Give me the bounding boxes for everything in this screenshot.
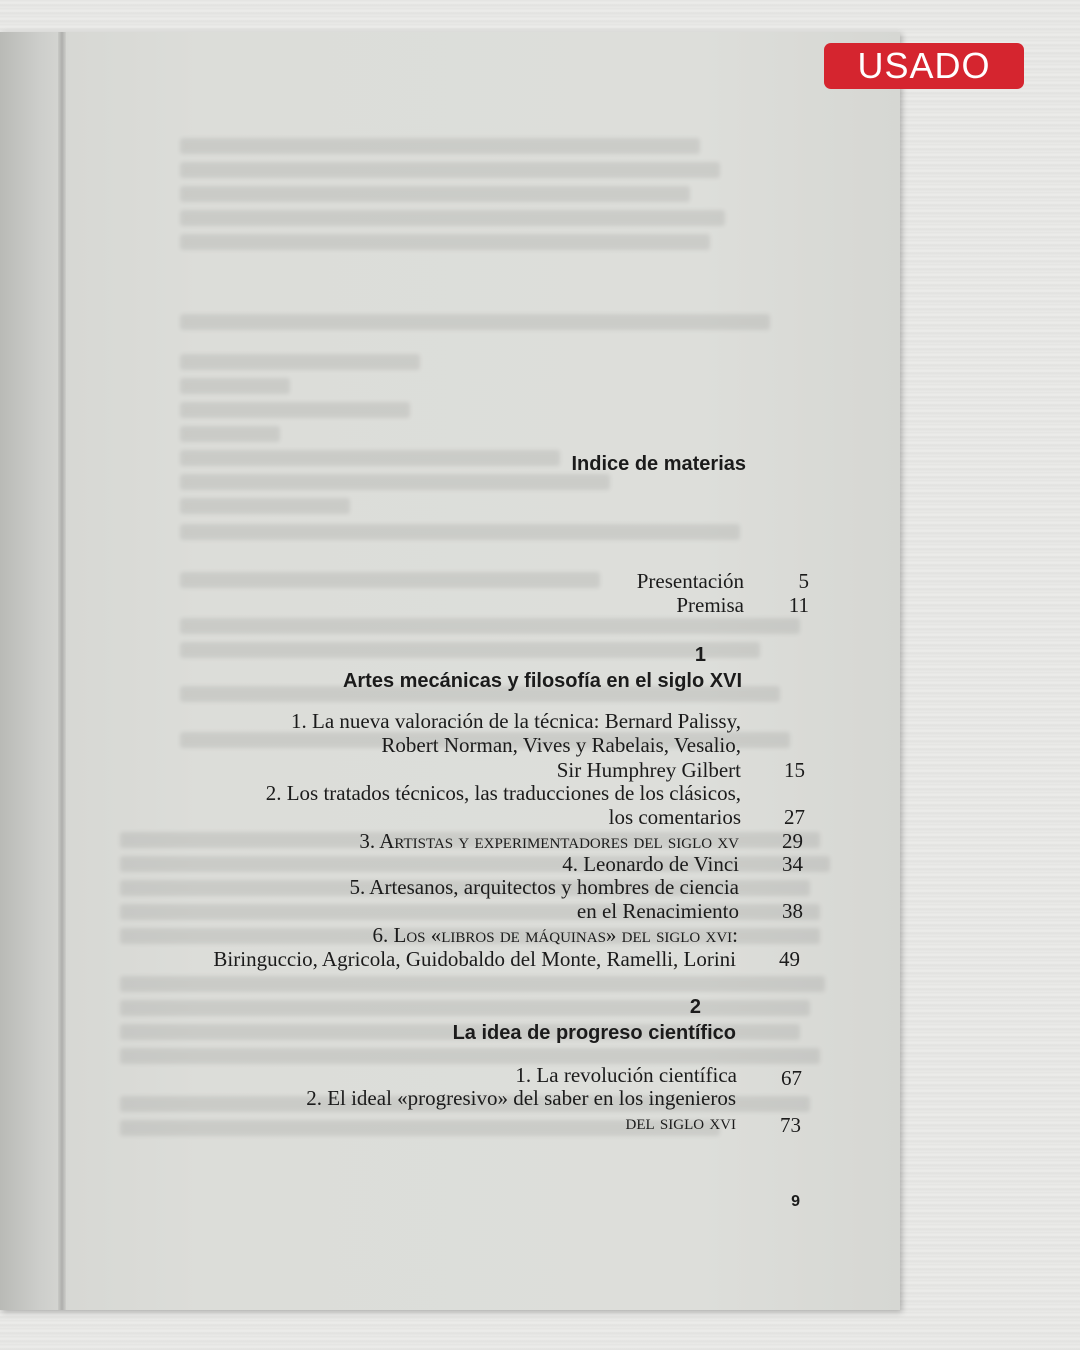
used-badge: USADO (824, 43, 1024, 89)
toc-page-1-5: 38 (782, 899, 803, 923)
chapter-1-number: 1 (694, 644, 706, 666)
toc-page-1-6: 49 (779, 947, 800, 971)
toc-page-2-2: 73 (780, 1113, 801, 1137)
toc-entry-1-1-line-1: 1. La nueva valoración de la técnica: Bernard Palissy, (291, 709, 741, 733)
toc-entry-1-4: 4. Leonardo de Vinci (562, 852, 739, 876)
chapter-2-number: 2 (689, 996, 701, 1018)
toc-page-presentacion: 5 (798, 569, 809, 593)
toc-entry-2-1: 1. La revolución científica (515, 1063, 737, 1087)
toc-page-1-4: 34 (782, 852, 803, 876)
toc-page-1-1: 15 (784, 758, 805, 782)
chapter-1-title: Artes mecánicas y filosofía en el siglo XVI (342, 670, 742, 692)
toc-entry-1-1-line-3: Sir Humphrey Gilbert (556, 758, 741, 782)
book-spine-shadow (58, 32, 66, 1310)
toc-page-1-2: 27 (784, 805, 805, 829)
page-number: 9 (791, 1193, 800, 1210)
toc-entry-1-6-line-1: 6. Los «libros de máquinas» del siglo xvi: (372, 923, 738, 947)
toc-entry-2-2-line-2: del siglo xvi (625, 1110, 736, 1134)
toc-entry-1-2-line-1: 2. Los tratados técnicos, las traducciones de los clásicos, (265, 781, 741, 805)
toc-entry-premisa: Premisa (676, 593, 744, 617)
toc-entry-1-2-line-2: los comentarios (608, 805, 741, 829)
toc-entry-2-2-line-1: 2. El ideal «progresivo» del saber en los ingenieros (306, 1086, 736, 1110)
toc-title: Indice de materias (571, 453, 746, 475)
toc-entry-1-5-line-1: 5. Artesanos, arquitectos y hombres de ciencia (349, 875, 739, 899)
toc-entry-1-5-line-2: en el Renacimiento (576, 899, 739, 923)
chapter-2-title: La idea de progreso científico (452, 1022, 736, 1044)
toc-page-2-1: 67 (781, 1066, 802, 1090)
toc-entry-presentacion: Presentación (636, 569, 744, 593)
toc-entry-1-1-line-2: Robert Norman, Vives y Rabelais, Vesalio, (381, 733, 741, 757)
toc-page-1-3: 29 (782, 829, 803, 853)
toc-page-premisa: 11 (788, 593, 809, 617)
toc-entry-1-6-line-2: Biringuccio, Agricola, Guidobaldo del Monte, Ramelli, Lorini (213, 947, 736, 971)
toc-entry-1-3: 3. Artistas y experimentadores del siglo xv (359, 829, 739, 853)
